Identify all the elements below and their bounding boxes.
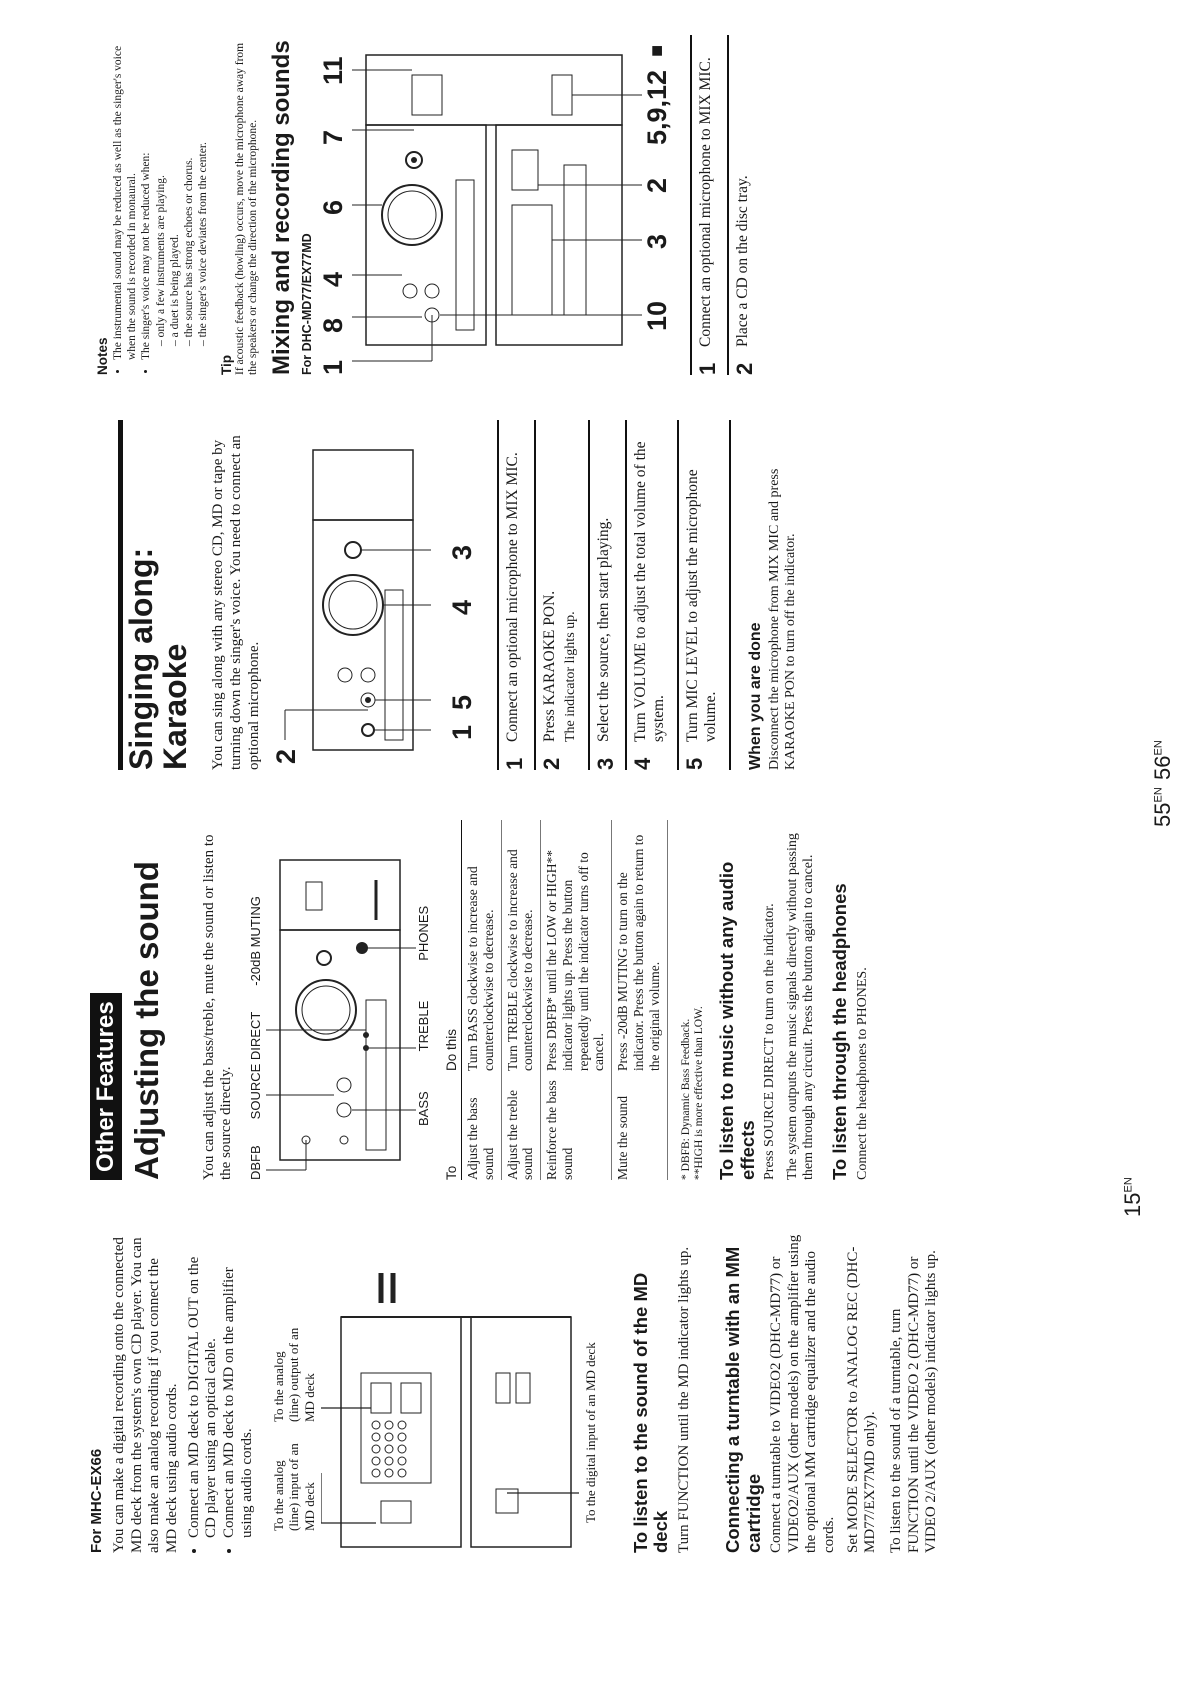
- cell-do: Turn TREBLE clockwise to increase and counterclockwise to decrease.: [501, 820, 541, 1071]
- cell-to: Reinforce the bass sound: [541, 1071, 612, 1180]
- end-mark: ■: [646, 44, 669, 57]
- top-control-labels: [248, 820, 264, 1180]
- step-number: 3: [592, 757, 618, 770]
- rear-panel-diagram: [321, 1253, 581, 1553]
- step-text: Press KARAOKE PON.: [541, 590, 559, 742]
- step-number: 4: [629, 757, 655, 770]
- callout-number: 1: [447, 724, 478, 740]
- md-intro-text: You can make a digital recording onto the connected MD deck from the system's own CD player. You can also make an analog recording if you connect the MD deck using audio cords.: [111, 1237, 181, 1553]
- cell-do: Turn BASS clockwise to increase and counterclockwise to decrease.: [461, 820, 501, 1071]
- column-adjusting-sound: [90, 820, 871, 1180]
- table-row: [541, 820, 612, 1180]
- label-dbfb: DBFB: [248, 1145, 264, 1180]
- notes-list: [112, 35, 211, 375]
- step-number: 5: [681, 757, 707, 770]
- page-number-value: 15: [1120, 1192, 1145, 1217]
- header-to: To: [443, 1071, 461, 1180]
- listen-md-heading: To listen to the sound of the MD deck: [629, 1272, 672, 1553]
- callout-number: 3: [642, 233, 673, 249]
- adjusting-sound-heading: Adjusting the sound: [128, 861, 165, 1180]
- page-number-suffix: EN: [1152, 740, 1165, 756]
- step-number: 1: [695, 362, 721, 375]
- table-row: [461, 820, 501, 1180]
- label-phones: PHONES: [415, 905, 431, 961]
- md-bullet-list: [186, 1233, 257, 1553]
- no-effects-heading: To listen to music without any audio effects: [716, 861, 758, 1180]
- callout-number: 3: [447, 544, 478, 560]
- listen-md-text: Turn FUNCTION until the MD indicator lights up.: [675, 1246, 692, 1553]
- headphones-heading: To listen through the headphones: [829, 883, 851, 1180]
- turntable-text: Connect a turntable to VIDEO2 (DHC-MD77) or VIDEO2/AUX (other models) on the amplifier using the optional MM cartridge equalizer and the audio cords.: [767, 1234, 837, 1553]
- note-subitem: – the singer's voice deviates from the center.: [197, 35, 211, 346]
- step-text: Select the source, then start playing.: [594, 517, 612, 742]
- step-text: Turn VOLUME to adjust the total volume of the system.: [631, 441, 668, 742]
- page-number-55: [1150, 787, 1176, 827]
- step-text: Place a CD on the disc tray.: [734, 175, 752, 347]
- karaoke-heading: Singing along: Karaoke: [118, 420, 192, 770]
- callout-number: 6: [318, 199, 349, 215]
- callout-number: 5,9,12: [642, 69, 673, 145]
- notes-heading: Notes: [95, 337, 110, 375]
- cell-do: Press DBFB* until the LOW or HIGH** indicator lights up. Press the button repeatedly until the indicator turns off to cancel.: [541, 820, 612, 1071]
- headphones-text: Connect the headphones to PHONES.: [854, 967, 870, 1180]
- step-item: [625, 420, 677, 770]
- cell-to: Adjust the bass sound: [461, 1071, 501, 1180]
- column-mixing: [95, 35, 764, 375]
- step-number: 1: [502, 757, 528, 770]
- cell-do: Press -20dB MUTING to turn on the indicator. Press the button again to return to the original volume.: [612, 820, 667, 1071]
- step-item: [677, 420, 731, 770]
- step-item: [497, 420, 534, 770]
- front-panel-diagram: [266, 840, 416, 1180]
- footnote: **HIGH is more effective than LOW.: [693, 1006, 706, 1180]
- cell-to: Mute the sound: [612, 1071, 667, 1180]
- mixing-steps: [690, 35, 764, 375]
- mixing-panel-diagram: [352, 45, 642, 375]
- done-heading: When you are done: [747, 622, 765, 770]
- step-item: [534, 420, 587, 770]
- table-row: [612, 820, 667, 1180]
- callout-number: 2: [271, 748, 302, 764]
- page-number-value: 56: [1150, 755, 1175, 780]
- label-source-direct: SOURCE DIRECT: [248, 1011, 264, 1120]
- table-row: [501, 820, 541, 1180]
- callout-number: 4: [318, 271, 349, 287]
- adjusting-sound-intro: You can adjust the bass/treble, mute the sound or listen to the source directly.: [200, 834, 235, 1180]
- no-effects-text: The system outputs the music signals directly without passing them through any circuit. Press the button again to cancel.: [784, 833, 817, 1180]
- label-digital-input: To the digital input of an MD deck: [583, 1342, 599, 1523]
- karaoke-steps: [497, 420, 731, 770]
- note-item: [140, 35, 211, 360]
- sound-adjust-table: [443, 820, 667, 1180]
- connection-labels: [271, 1233, 318, 1553]
- karaoke-callout-top: [271, 420, 305, 770]
- header-do: Do this: [443, 820, 461, 1071]
- callout-number: 8: [318, 317, 349, 333]
- callout-number: 1: [318, 359, 349, 375]
- cell-to: Adjust the treble sound: [501, 1071, 541, 1180]
- label-analog-output: To the analog (line) output of an MD deck: [270, 1327, 317, 1422]
- mixing-callouts-top: [318, 35, 352, 375]
- page-number-suffix: EN: [1152, 787, 1165, 803]
- bottom-control-labels: [416, 820, 432, 1126]
- karaoke-callouts-bottom: [447, 420, 481, 770]
- step-item: [727, 35, 764, 375]
- model-heading: For MHC-EX66: [88, 1448, 105, 1553]
- note-item: • The instrumental sound may be reduced as well as the singer's voice when the sound is recorded in monaural.: [112, 35, 140, 360]
- page-number-suffix: EN: [1122, 1177, 1135, 1193]
- callout-number: 11: [318, 56, 349, 85]
- callout-number: 2: [642, 177, 673, 193]
- label-treble: TREBLE: [415, 1000, 431, 1052]
- column-md-deck: [88, 1233, 941, 1553]
- step-text: Connect an optional microphone to MIX MIC.: [697, 57, 715, 347]
- page-number-56: [1150, 740, 1176, 780]
- step-text: Turn MIC LEVEL to adjust the microphone volume.: [683, 469, 720, 742]
- turntable-text: Set MODE SELECTOR to ANALOG REC (DHC-MD77/EX77MD only).: [844, 1246, 879, 1553]
- label-bass: BASS: [415, 1091, 431, 1126]
- mixing-callouts-bottom: [642, 35, 676, 375]
- mixing-heading: Mixing and recording sounds: [268, 40, 296, 375]
- md-bullet: • Connect an MD deck to DIGITAL OUT on the CD player using an optical cable.: [186, 1233, 221, 1538]
- table-header-row: [443, 820, 461, 1180]
- step-item: [588, 420, 625, 770]
- note-item-text: The singer's voice may not be reduced when:: [139, 152, 152, 360]
- no-effects-text: Press SOURCE DIRECT to turn on the indicator.: [761, 903, 777, 1180]
- column-karaoke: [118, 420, 800, 770]
- tip-heading: Tip: [218, 355, 234, 375]
- note-subitem: – a duet is being played.: [169, 35, 183, 346]
- turntable-text: To listen to the sound of a turntable, turn FUNCTION until the VIDEO 2 (DHC-MD77) or VIDEO 2/AUX (other models) indicator lights up.: [888, 1250, 940, 1553]
- step-number: 2: [732, 362, 758, 375]
- page-number-15: [1120, 1177, 1146, 1217]
- md-bullet: • Connect an MD deck to MD on the amplifier using audio cords.: [221, 1233, 256, 1538]
- callout-number: 10: [642, 300, 673, 331]
- footnote: * DBFB: Dynamic Bass Feedback.: [679, 1018, 692, 1180]
- label-analog-input: To the analog (line) input of an MD deck: [270, 1443, 317, 1531]
- step-note: The indicator lights up.: [562, 611, 578, 742]
- turntable-heading: Connecting a turntable with an MM cartridge: [722, 1246, 764, 1553]
- karaoke-intro: You can sing along with any stereo CD, MD or tape by turning down the singer's voice. You need to connect an optional microphone.: [210, 435, 262, 770]
- callout-number: 7: [318, 129, 349, 145]
- note-subitem: – the source has strong echoes or chorus.: [183, 35, 197, 346]
- step-number: 2: [539, 757, 565, 770]
- step-text: Connect an optional microphone to MIX MIC.: [504, 452, 522, 742]
- step-item: [690, 35, 727, 375]
- page-number-value: 55: [1150, 802, 1175, 827]
- callout-number: 4: [447, 599, 478, 615]
- callout-number: 5: [447, 694, 478, 710]
- section-tab: Other Features: [90, 993, 122, 1180]
- note-subitem: – only a few instruments are playing.: [155, 35, 169, 346]
- label-muting: -20dB MUTING: [248, 896, 264, 986]
- tip-text: If acoustic feedback (howling) occurs, move the microphone away from the speakers or change the direction of the microphone.: [233, 42, 260, 375]
- note-sublist: [155, 35, 210, 360]
- done-text: Disconnect the microphone from MIX MIC and press KARAOKE PON to turn off the indicator.: [766, 468, 799, 770]
- mixing-model: For DHC-MD77/EX77MD: [300, 233, 315, 375]
